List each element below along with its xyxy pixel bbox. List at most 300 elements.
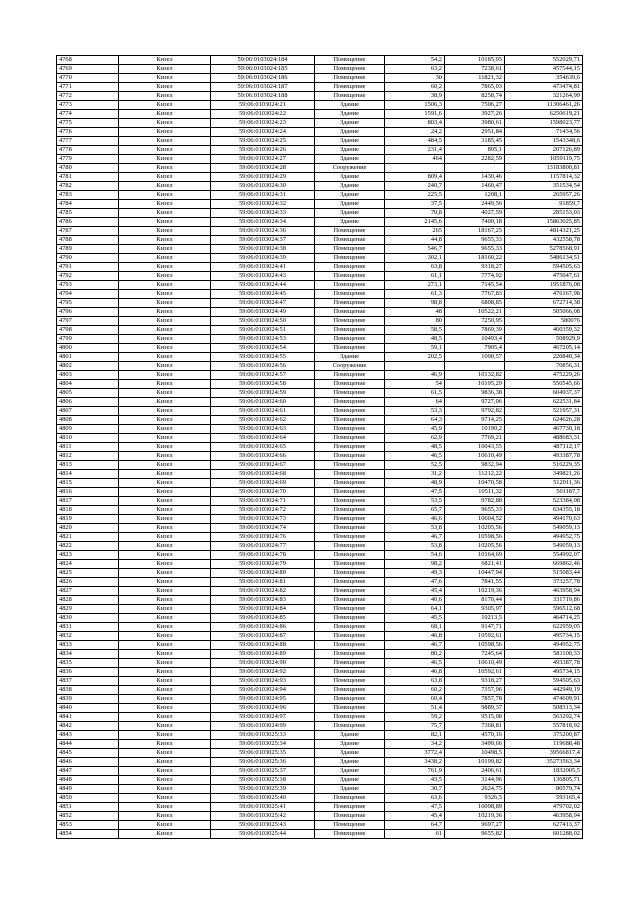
table-row xyxy=(57,776,583,785)
row-number: 4838 xyxy=(57,686,119,695)
area-cell: 80 xyxy=(385,317,445,326)
area-cell: 45,4 xyxy=(385,587,445,596)
settlement-cell: Кизел xyxy=(119,119,211,128)
object-type-cell: Помещение xyxy=(315,668,385,677)
cadastral-value-cell: 375200,87 xyxy=(505,731,583,740)
cadastral-number-cell: 59:06:0103024:30 xyxy=(211,182,315,191)
area-cell: 2145,6 xyxy=(385,218,445,227)
row-number: 4793 xyxy=(57,281,119,290)
table-row xyxy=(57,65,583,74)
object-type-cell: Помещение xyxy=(315,470,385,479)
row-number: 4853 xyxy=(57,821,119,830)
cadastral-number-cell: 59:06:0103024:43 xyxy=(211,272,315,281)
cadastral-number-cell: 59:06:0103024:47 xyxy=(211,299,315,308)
object-type-cell: Помещение xyxy=(315,479,385,488)
area-cell: 54 xyxy=(385,380,445,389)
object-type-cell: Помещение xyxy=(315,461,385,470)
settlement-cell: Кизел xyxy=(119,245,211,254)
area-cell: 63,8 xyxy=(385,263,445,272)
area-cell: 48,5 xyxy=(385,335,445,344)
cadastral-number-cell: 59:06:0103024:64 xyxy=(211,434,315,443)
unit-value-cell: 10610,49 xyxy=(445,452,505,461)
table-row xyxy=(57,290,583,299)
row-number: 4841 xyxy=(57,713,119,722)
cadastral-number-cell: 59:06:0103024:62 xyxy=(211,416,315,425)
unit-value-cell: 1460,47 xyxy=(445,182,505,191)
object-type-cell: Помещение xyxy=(315,704,385,713)
row-number: 4790 xyxy=(57,254,119,263)
cadastral-number-cell: 59:06:0103024:34 xyxy=(211,218,315,227)
row-number: 4830 xyxy=(57,614,119,623)
cadastral-number-cell: 59:06:0103025:44 xyxy=(211,830,315,839)
cadastral-value-cell: 265957,26 xyxy=(505,191,583,200)
cadastral-number-cell: 59:06:0103024:96 xyxy=(211,704,315,713)
unit-value-cell: 10592,61 xyxy=(445,632,505,641)
table-row xyxy=(57,686,583,695)
row-number: 4791 xyxy=(57,263,119,272)
settlement-cell: Кизел xyxy=(119,488,211,497)
cadastral-value-cell: 549059,13 xyxy=(505,524,583,533)
row-number: 4843 xyxy=(57,731,119,740)
row-number: 4810 xyxy=(57,434,119,443)
area-cell: 60,2 xyxy=(385,83,445,92)
table-row xyxy=(57,677,583,686)
settlement-cell: Кизел xyxy=(119,290,211,299)
cadastral-number-cell: 59:06:0103024:27 xyxy=(211,155,315,164)
settlement-cell: Кизел xyxy=(119,281,211,290)
area-cell: 49,3 xyxy=(385,569,445,578)
settlement-cell: Кизел xyxy=(119,578,211,587)
area-cell: 47,6 xyxy=(385,578,445,587)
unit-value-cell: 10098,89 xyxy=(445,803,505,812)
area-cell: 47,5 xyxy=(385,803,445,812)
area-cell: 47,5 xyxy=(385,488,445,497)
cadastral-number-cell: 59:06:0103024:74 xyxy=(211,524,315,533)
unit-value-cell: 2951,84 xyxy=(445,128,505,137)
object-type-cell: Сооружение xyxy=(315,362,385,371)
settlement-cell: Кизел xyxy=(119,632,211,641)
cadastral-value-cell: 493387,78 xyxy=(505,659,583,668)
cadastral-value-cell: 622959,05 xyxy=(505,623,583,632)
table-row xyxy=(57,479,583,488)
unit-value-cell: 10043,55 xyxy=(445,443,505,452)
cadastral-number-cell: 59:06:0103024:80 xyxy=(211,569,315,578)
area-cell: 225,5 xyxy=(385,191,445,200)
table-row xyxy=(57,740,583,749)
table-row xyxy=(57,497,583,506)
area-cell: 37,5 xyxy=(385,200,445,209)
object-type-cell: Здание xyxy=(315,767,385,776)
area-cell: 61 xyxy=(385,830,445,839)
cadastral-number-cell: 59:06:0103024:86 xyxy=(211,623,315,632)
row-number: 4778 xyxy=(57,146,119,155)
settlement-cell: Кизел xyxy=(119,200,211,209)
cadastral-number-cell: 59:06:0103024:26 xyxy=(211,146,315,155)
cadastral-number-cell: 59:06:0103024:51 xyxy=(211,326,315,335)
cadastral-number-cell: 59:06:0103025:43 xyxy=(211,821,315,830)
object-type-cell: Помещение xyxy=(315,659,385,668)
settlement-cell: Кизел xyxy=(119,425,211,434)
row-number: 4770 xyxy=(57,74,119,83)
cadastral-number-cell: 59:06:0103024:58 xyxy=(211,380,315,389)
unit-value-cell: 7245,64 xyxy=(445,650,505,659)
cadastral-number-cell: 59:06:0103024:23 xyxy=(211,119,315,128)
table-row xyxy=(57,488,583,497)
cadastral-value-cell: 351534,54 xyxy=(505,182,583,191)
area-cell xyxy=(385,164,445,173)
cadastral-number-cell: 59:06:0103024:89 xyxy=(211,650,315,659)
area-cell: 44,8 xyxy=(385,236,445,245)
settlement-cell: Кизел xyxy=(119,677,211,686)
row-number: 4803 xyxy=(57,371,119,380)
object-type-cell: Здание xyxy=(315,191,385,200)
unit-value-cell: 10598,56 xyxy=(445,533,505,542)
cadastral-number-cell: 59:06:0103024:29 xyxy=(211,173,315,182)
settlement-cell: Кизел xyxy=(119,767,211,776)
row-number: 4795 xyxy=(57,299,119,308)
table-row xyxy=(57,596,583,605)
unit-value-cell: 10604,52 xyxy=(445,515,505,524)
unit-value-cell: 895,1 xyxy=(445,146,505,155)
table-row xyxy=(57,281,583,290)
area-cell: 484,5 xyxy=(385,137,445,146)
table-row xyxy=(57,389,583,398)
unit-value-cell: 10493,4 xyxy=(445,335,505,344)
row-number: 4836 xyxy=(57,668,119,677)
unit-value-cell: 7865,03 xyxy=(445,83,505,92)
unit-value-cell: 10522,21 xyxy=(445,308,505,317)
area-cell: 60,4 xyxy=(385,695,445,704)
cadastral-value-cell: 493387,78 xyxy=(505,452,583,461)
row-number: 4849 xyxy=(57,785,119,794)
table-row xyxy=(57,443,583,452)
cadastral-value-cell: 1832005,5 xyxy=(505,767,583,776)
cadastral-value-cell: 521957,31 xyxy=(505,407,583,416)
object-type-cell: Помещение xyxy=(315,65,385,74)
row-number: 4844 xyxy=(57,740,119,749)
cadastral-value-cell: 220840,34 xyxy=(505,353,583,362)
object-type-cell: Помещение xyxy=(315,578,385,587)
area-cell: 75,7 xyxy=(385,722,445,731)
unit-value-cell: 10205,56 xyxy=(445,524,505,533)
cadastral-number-cell: 59:06:0103024:73 xyxy=(211,515,315,524)
object-type-cell: Помещение xyxy=(315,551,385,560)
cadastral-number-cell: 59:06:0103024:53 xyxy=(211,335,315,344)
area-cell: 48,9 xyxy=(385,479,445,488)
row-number: 4782 xyxy=(57,182,119,191)
unit-value-cell: 9318,27 xyxy=(445,677,505,686)
cadastral-value-cell: 604937,37 xyxy=(505,389,583,398)
area-cell: 231,4 xyxy=(385,146,445,155)
table-row xyxy=(57,83,583,92)
area-cell: 265 xyxy=(385,227,445,236)
unit-value-cell: 7905,4 xyxy=(445,344,505,353)
object-type-cell: Помещение xyxy=(315,641,385,650)
row-number: 4769 xyxy=(57,65,119,74)
unit-value-cell: 7357,96 xyxy=(445,686,505,695)
table-row xyxy=(57,749,583,758)
cadastral-value-cell: 354639,6 xyxy=(505,74,583,83)
row-number: 4781 xyxy=(57,173,119,182)
cadastral-number-cell: 59:06:0103024:65 xyxy=(211,443,315,452)
object-type-cell: Помещение xyxy=(315,74,385,83)
cadastral-number-cell: 59:06:0103024:97 xyxy=(211,713,315,722)
cadastral-value-cell: 321264,99 xyxy=(505,92,583,101)
area-cell: 64,7 xyxy=(385,821,445,830)
object-type-cell: Помещение xyxy=(315,506,385,515)
unit-value-cell: 7145,54 xyxy=(445,281,505,290)
cadastral-number-cell: 59:06:0103025:42 xyxy=(211,812,315,821)
cadastral-value-cell: 1951876,08 xyxy=(505,281,583,290)
area-cell: 202,5 xyxy=(385,353,445,362)
cadastral-value-cell: 1598023,77 xyxy=(505,119,583,128)
object-type-cell: Помещение xyxy=(315,722,385,731)
table-row xyxy=(57,299,583,308)
unit-value-cell: 7767,83 xyxy=(445,290,505,299)
object-type-cell: Помещение xyxy=(315,497,385,506)
area-cell: 46,5 xyxy=(385,452,445,461)
registry-table-body xyxy=(57,56,583,839)
unit-value-cell: 9792,82 xyxy=(445,407,505,416)
settlement-cell: Кизел xyxy=(119,371,211,380)
row-number: 4786 xyxy=(57,218,119,227)
table-row xyxy=(57,704,583,713)
object-type-cell: Помещение xyxy=(315,245,385,254)
table-row xyxy=(57,209,583,218)
table-row xyxy=(57,515,583,524)
table-row xyxy=(57,380,583,389)
settlement-cell: Кизел xyxy=(119,506,211,515)
row-number: 4801 xyxy=(57,353,119,362)
area-cell: 31,2 xyxy=(385,470,445,479)
settlement-cell: Кизел xyxy=(119,308,211,317)
settlement-cell: Кизел xyxy=(119,56,211,65)
unit-value-cell: 9889,37 xyxy=(445,704,505,713)
settlement-cell: Кизел xyxy=(119,758,211,767)
unit-value-cell: 11212,22 xyxy=(445,470,505,479)
cadastral-number-cell: 59:06:0103024:41 xyxy=(211,263,315,272)
cadastral-value-cell: 501187,7 xyxy=(505,488,583,497)
cadastral-number-cell: 59:06:0103024:87 xyxy=(211,632,315,641)
object-type-cell: Здание xyxy=(315,128,385,137)
row-number: 4806 xyxy=(57,398,119,407)
unit-value-cell: 9318,27 xyxy=(445,263,505,272)
settlement-cell: Кизел xyxy=(119,740,211,749)
cadastral-value-cell: 669862,46 xyxy=(505,560,583,569)
cadastral-value-cell: 516229,35 xyxy=(505,461,583,470)
settlement-cell: Кизел xyxy=(119,344,211,353)
cadastral-number-cell: 59:06:0103025:37 xyxy=(211,767,315,776)
area-cell: 38,9 xyxy=(385,92,445,101)
cadastral-value-cell: 373257,78 xyxy=(505,578,583,587)
unit-value-cell: 8170,44 xyxy=(445,596,505,605)
row-number: 4787 xyxy=(57,227,119,236)
unit-value-cell: 1090,57 xyxy=(445,353,505,362)
table-row xyxy=(57,605,583,614)
settlement-cell: Кизел xyxy=(119,821,211,830)
area-cell: 63,6 xyxy=(385,794,445,803)
row-number: 4816 xyxy=(57,488,119,497)
settlement-cell: Кизел xyxy=(119,731,211,740)
row-number: 4823 xyxy=(57,551,119,560)
row-number: 4827 xyxy=(57,587,119,596)
cadastral-value-cell: 476167,98 xyxy=(505,290,583,299)
cadastral-number-cell: 59:06:0103024:88 xyxy=(211,641,315,650)
table-row xyxy=(57,272,583,281)
unit-value-cell: 10219,36 xyxy=(445,587,505,596)
cadastral-number-cell: 59:06:0103025:40 xyxy=(211,794,315,803)
table-row xyxy=(57,641,583,650)
cadastral-value-cell: 549059,13 xyxy=(505,542,583,551)
row-number: 4851 xyxy=(57,803,119,812)
table-row xyxy=(57,227,583,236)
table-row xyxy=(57,524,583,533)
area-cell: 54,6 xyxy=(385,551,445,560)
unit-value-cell: 9727,06 xyxy=(445,398,505,407)
object-type-cell: Помещение xyxy=(315,326,385,335)
cadastral-number-cell: 59:06:0103024:69 xyxy=(211,479,315,488)
row-number: 4833 xyxy=(57,641,119,650)
settlement-cell: Кизел xyxy=(119,794,211,803)
row-number: 4820 xyxy=(57,524,119,533)
object-type-cell: Помещение xyxy=(315,812,385,821)
cadastral-value-cell: 467205,14 xyxy=(505,344,583,353)
cadastral-value-cell: 580076 xyxy=(505,317,583,326)
settlement-cell: Кизел xyxy=(119,191,211,200)
cadastral-number-cell: 59:06:0103024:187 xyxy=(211,83,315,92)
cadastral-number-cell: 59:06:0103024:24 xyxy=(211,128,315,137)
object-type-cell: Помещение xyxy=(315,533,385,542)
area-cell: 59,2 xyxy=(385,713,445,722)
cadastral-value-cell: 552029,71 xyxy=(505,56,583,65)
unit-value-cell: 10190,2 xyxy=(445,425,505,434)
table-row xyxy=(57,812,583,821)
cadastral-number-cell: 59:06:0103024:25 xyxy=(211,137,315,146)
unit-value-cell: 10199,82 xyxy=(445,758,505,767)
unit-value-cell xyxy=(445,164,505,173)
unit-value-cell: 10205,56 xyxy=(445,542,505,551)
area-cell: 1506,3 xyxy=(385,101,445,110)
area-cell: 30 xyxy=(385,74,445,83)
area-cell: 62,9 xyxy=(385,434,445,443)
cadastral-value-cell: 487112,17 xyxy=(505,443,583,452)
row-number: 4794 xyxy=(57,290,119,299)
cadastral-value-cell: 634355,18 xyxy=(505,506,583,515)
table-row xyxy=(57,263,583,272)
unit-value-cell: 7841,55 xyxy=(445,578,505,587)
settlement-cell: Кизел xyxy=(119,254,211,263)
unit-value-cell: 7869,39 xyxy=(445,326,505,335)
settlement-cell: Кизел xyxy=(119,236,211,245)
cadastral-number-cell: 59:06:0103024:63 xyxy=(211,425,315,434)
cadastral-number-cell: 59:06:0103024:188 xyxy=(211,92,315,101)
cadastral-value-cell: 91859,7 xyxy=(505,200,583,209)
object-type-cell: Здание xyxy=(315,218,385,227)
object-type-cell: Помещение xyxy=(315,452,385,461)
area-cell: 58,5 xyxy=(385,326,445,335)
unit-value-cell: 3980,61 xyxy=(445,119,505,128)
area-cell: 3438,2 xyxy=(385,758,445,767)
unit-value-cell: 7769,21 xyxy=(445,434,505,443)
settlement-cell: Кизел xyxy=(119,623,211,632)
area-cell: 53,5 xyxy=(385,497,445,506)
object-type-cell: Здание xyxy=(315,758,385,767)
cadastral-number-cell: 59:06:0103024:186 xyxy=(211,74,315,83)
settlement-cell: Кизел xyxy=(119,443,211,452)
unit-value-cell: 6821,41 xyxy=(445,560,505,569)
table-row xyxy=(57,119,583,128)
cadastral-number-cell: 59:06:0103024:99 xyxy=(211,722,315,731)
table-row xyxy=(57,335,583,344)
cadastral-value-cell: 494170,63 xyxy=(505,515,583,524)
unit-value-cell: 7400,18 xyxy=(445,218,505,227)
unit-value-cell: 10447,94 xyxy=(445,569,505,578)
cadastral-value-cell: 5486134,51 xyxy=(505,254,583,263)
object-type-cell: Помещение xyxy=(315,623,385,632)
object-type-cell: Здание xyxy=(315,776,385,785)
cadastral-value-cell: 39566817,4 xyxy=(505,749,583,758)
table-row xyxy=(57,146,583,155)
object-type-cell: Помещение xyxy=(315,677,385,686)
area-cell: 80,2 xyxy=(385,650,445,659)
table-row xyxy=(57,506,583,515)
table-row xyxy=(57,407,583,416)
settlement-cell: Кизел xyxy=(119,686,211,695)
object-type-cell: Помещение xyxy=(315,605,385,614)
cadastral-value-cell: 473474,81 xyxy=(505,83,583,92)
cadastral-number-cell: 59:06:0103024:22 xyxy=(211,110,315,119)
area-cell: 43,5 xyxy=(385,776,445,785)
table-row xyxy=(57,74,583,83)
registry-table-container xyxy=(56,55,582,839)
unit-value-cell: 10470,58 xyxy=(445,479,505,488)
cadastral-value-cell: 672714,38 xyxy=(505,299,583,308)
area-cell: 40,6 xyxy=(385,596,445,605)
cadastral-value-cell: 80579,74 xyxy=(505,785,583,794)
object-type-cell: Здание xyxy=(315,353,385,362)
table-row xyxy=(57,632,583,641)
settlement-cell: Кизел xyxy=(119,434,211,443)
unit-value-cell: 10610,49 xyxy=(445,659,505,668)
cadastral-number-cell: 59:06:0103024:33 xyxy=(211,209,315,218)
cadastral-number-cell: 59:06:0103024:38 xyxy=(211,245,315,254)
area-cell: 46,8 xyxy=(385,632,445,641)
settlement-cell: Кизел xyxy=(119,533,211,542)
row-number: 4773 xyxy=(57,101,119,110)
object-type-cell: Здание xyxy=(315,155,385,164)
cadastral-value-cell: 432558,78 xyxy=(505,236,583,245)
settlement-cell: Кизел xyxy=(119,605,211,614)
settlement-cell: Кизел xyxy=(119,353,211,362)
row-number: 4839 xyxy=(57,695,119,704)
object-type-cell: Помещение xyxy=(315,614,385,623)
area-cell: 1591,6 xyxy=(385,110,445,119)
table-row xyxy=(57,92,583,101)
cadastral-value-cell: 515083,44 xyxy=(505,569,583,578)
area-cell: 46,6 xyxy=(385,515,445,524)
cadastral-number-cell: 59:06:0103025:33 xyxy=(211,731,315,740)
cadastral-value-cell: 495734,15 xyxy=(505,632,583,641)
area-cell: 59,1 xyxy=(385,344,445,353)
object-type-cell: Помещение xyxy=(315,236,385,245)
cadastral-value-cell: 467730,18 xyxy=(505,425,583,434)
cadastral-number-cell: 59:06:0103025:38 xyxy=(211,776,315,785)
unit-value-cell: 8258,74 xyxy=(445,92,505,101)
unit-value-cell: 9305,97 xyxy=(445,605,505,614)
area-cell: 464 xyxy=(385,155,445,164)
object-type-cell: Помещение xyxy=(315,281,385,290)
cadastral-number-cell: 59:06:0103024:94 xyxy=(211,686,315,695)
